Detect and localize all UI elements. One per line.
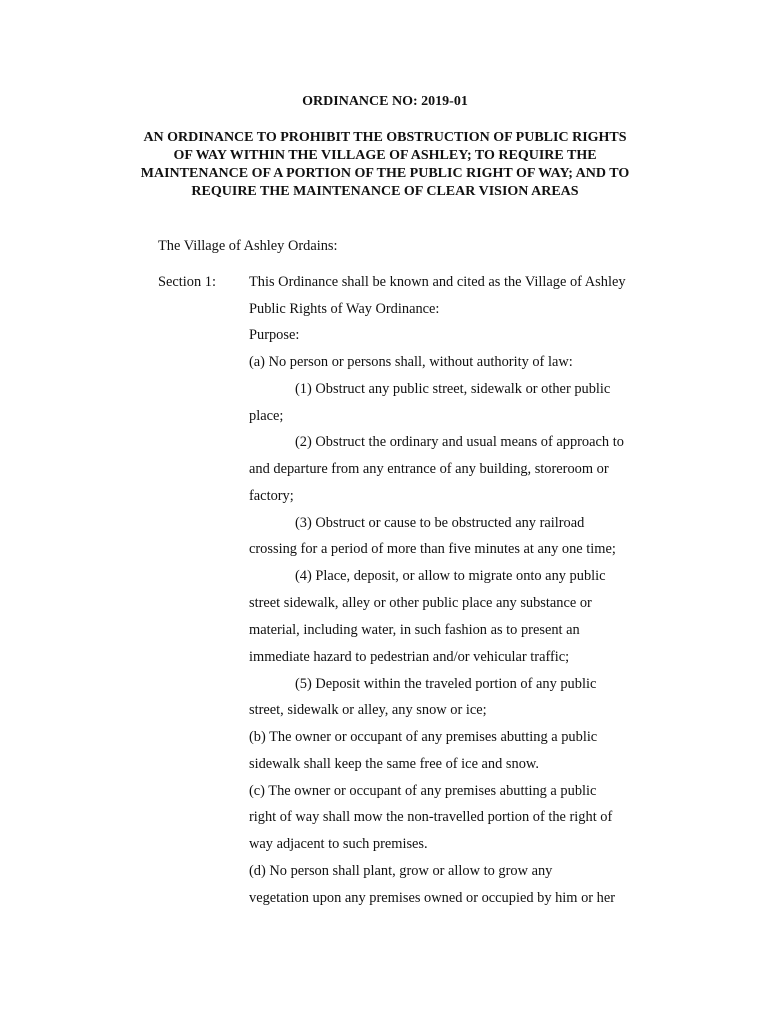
body-line: place; [249,408,284,424]
body-line: (2) Obstruct the ordinary and usual means of approach to [295,434,624,450]
body-line: (3) Obstruct or cause to be obstructed any railroad [295,515,585,531]
ordinance-title-line: REQUIRE THE MAINTENANCE OF CLEAR VISION AREAS [191,184,579,199]
ordinance-title [100,129,670,201]
body-line: crossing for a period of more than five minutes at any one time; [249,541,616,557]
body-line: Purpose: [249,327,300,343]
section-label: Section 1: [158,274,216,290]
ordinance-title-line: MAINTENANCE OF A PORTION OF THE PUBLIC RIGHT OF WAY; AND TO [140,166,630,181]
body-line: (5) Deposit within the traveled portion of any public [295,676,597,692]
ordains-statement: The Village of Ashley Ordains: [158,238,338,254]
body-line: material, including water, in such fashion as to present an [249,622,580,638]
body-line: right of way shall mow the non-travelled portion of the right of [249,809,613,825]
body-line: street sidewalk, alley or other public place any substance or [249,595,592,611]
body-line: vegetation upon any premises owned or occupied by him or her [249,890,616,906]
body-line: sidewalk shall keep the same free of ice and snow. [249,756,539,772]
body-line: This Ordinance shall be known and cited as the Village of Ashley [249,274,626,290]
body-line: (1) Obstruct any public street, sidewalk or other public [295,381,611,397]
body-line: and departure from any entrance of any building, storeroom or [249,461,609,477]
body-line: immediate hazard to pedestrian and/or vehicular traffic; [249,649,570,665]
body-line: (4) Place, deposit, or allow to migrate onto any public [295,568,606,584]
ordinance-title-line: AN ORDINANCE TO PROHIBIT THE OBSTRUCTION OF PUBLIC RIGHTS [143,130,627,145]
body-line: street, sidewalk or alley, any snow or ice; [249,702,487,718]
body-line: Public Rights of Way Ordinance: [249,301,440,317]
ordinance-title-line: OF WAY WITHIN THE VILLAGE OF ASHLEY; TO REQUIRE THE [173,148,597,163]
ordinance-number: ORDINANCE NO: 2019-01 [302,94,468,109]
body-line: way adjacent to such premises. [249,836,428,852]
body-line: (b) The owner or occupant of any premises abutting a public [249,729,598,745]
body-line: (d) No person shall plant, grow or allow to grow any [249,863,553,879]
body-line: factory; [249,488,294,504]
body-line: (c) The owner or occupant of any premises abutting a public [249,783,597,799]
body-line: (a) No person or persons shall, without authority of law: [249,354,573,370]
